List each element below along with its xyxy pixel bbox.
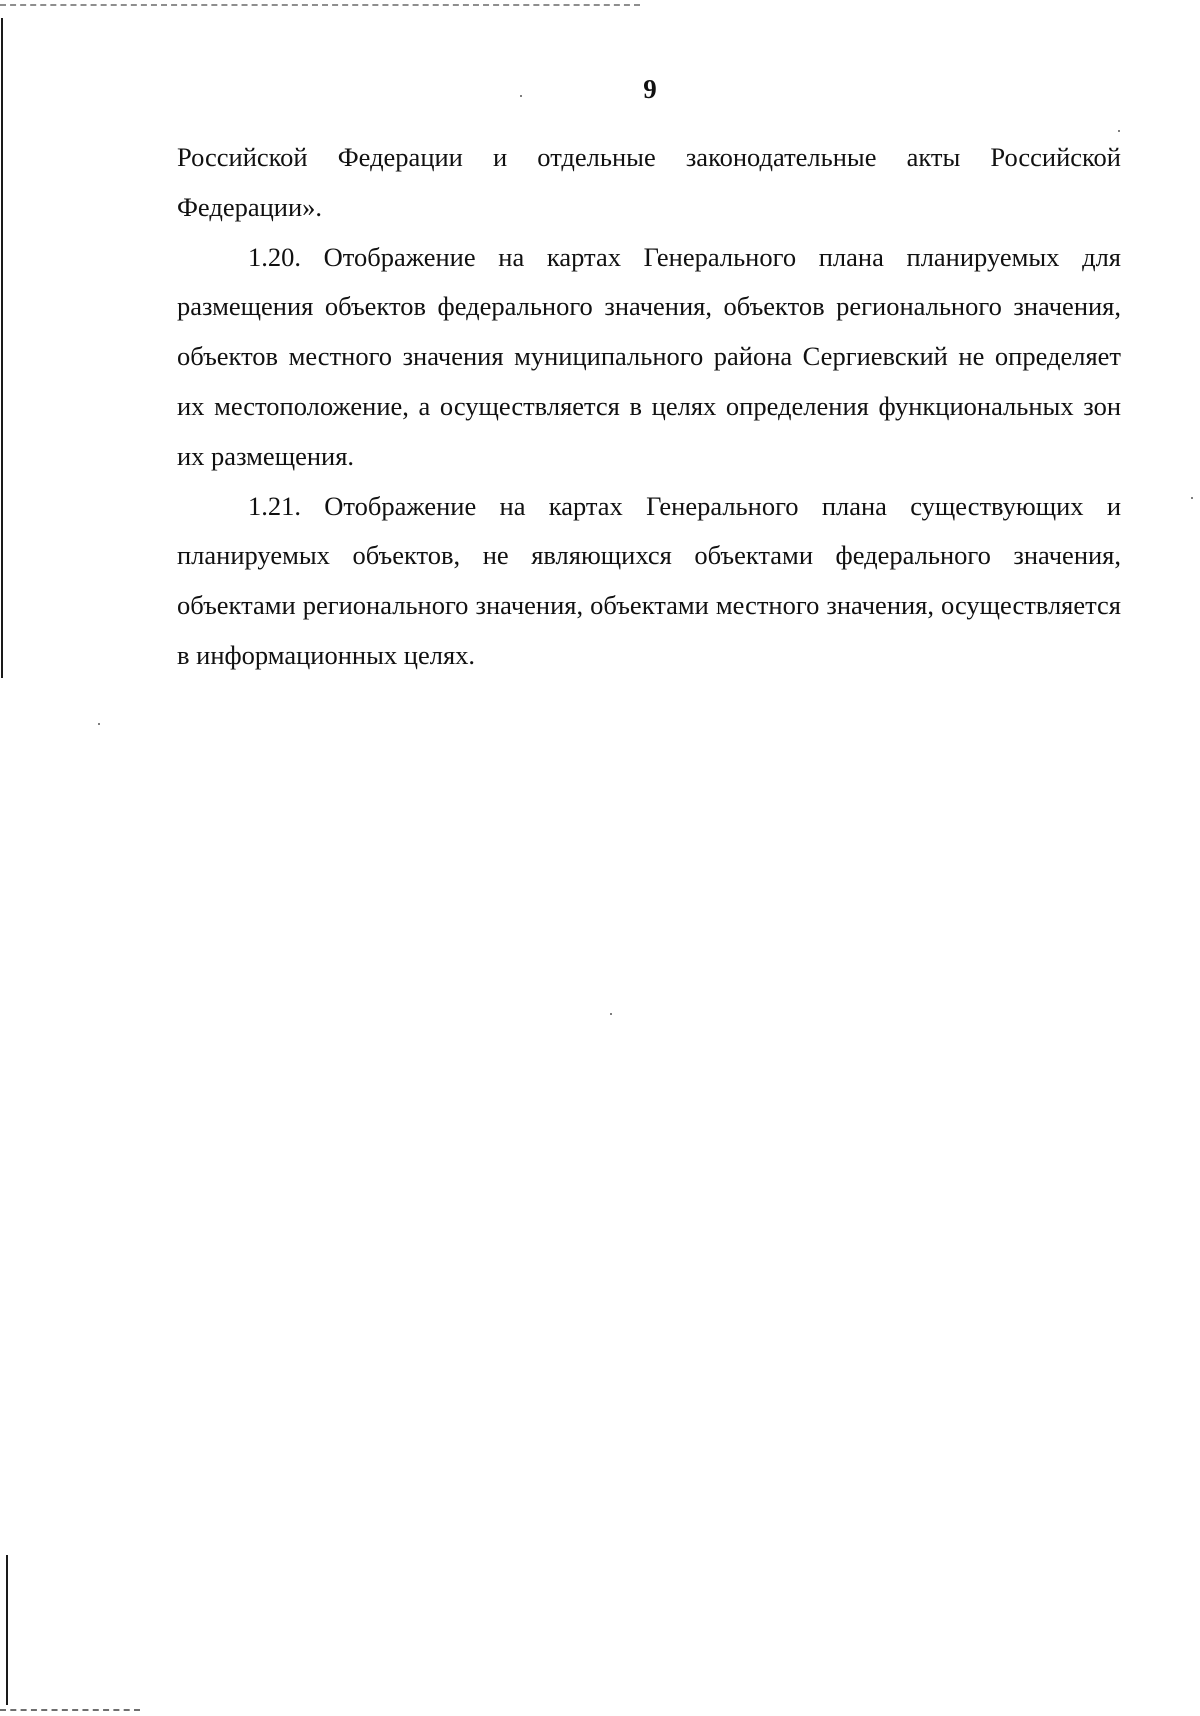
paragraph-clause-1-20: 1.20. Отображение на картах Генерального плана планируемых для размещения объектов федерального значения, объектов регионального значения, объектов местного значения муниципального района Сергиевский не определяет их местоположение, а осуществляется в целях определения функциональных зон их размещения.: [177, 241, 1121, 471]
paragraph-continuation: Российской Федерации и отдельные законодательные акты Российской Федерации».: [177, 142, 1121, 222]
paragraph-clause-1-21: 1.21. Отображение на картах Генерального плана существующих и планируемых объектов, не являющихся объектами федерального значения, объектами регионального значения, объектами местного значения, осуществляется в информационных целях.: [177, 490, 1121, 670]
scan-edge-top: [0, 4, 640, 6]
scan-edge-left-bottom: [6, 1555, 8, 1705]
page-number: 9: [643, 74, 657, 104]
scan-speck: [98, 723, 100, 725]
scan-speck: [610, 1013, 612, 1015]
document-body: [177, 133, 1121, 681]
scan-edge-left: [1, 18, 3, 678]
scan-speck: [1191, 497, 1193, 499]
scan-edge-bottom: [0, 1709, 140, 1711]
scan-speck: [1118, 130, 1120, 132]
